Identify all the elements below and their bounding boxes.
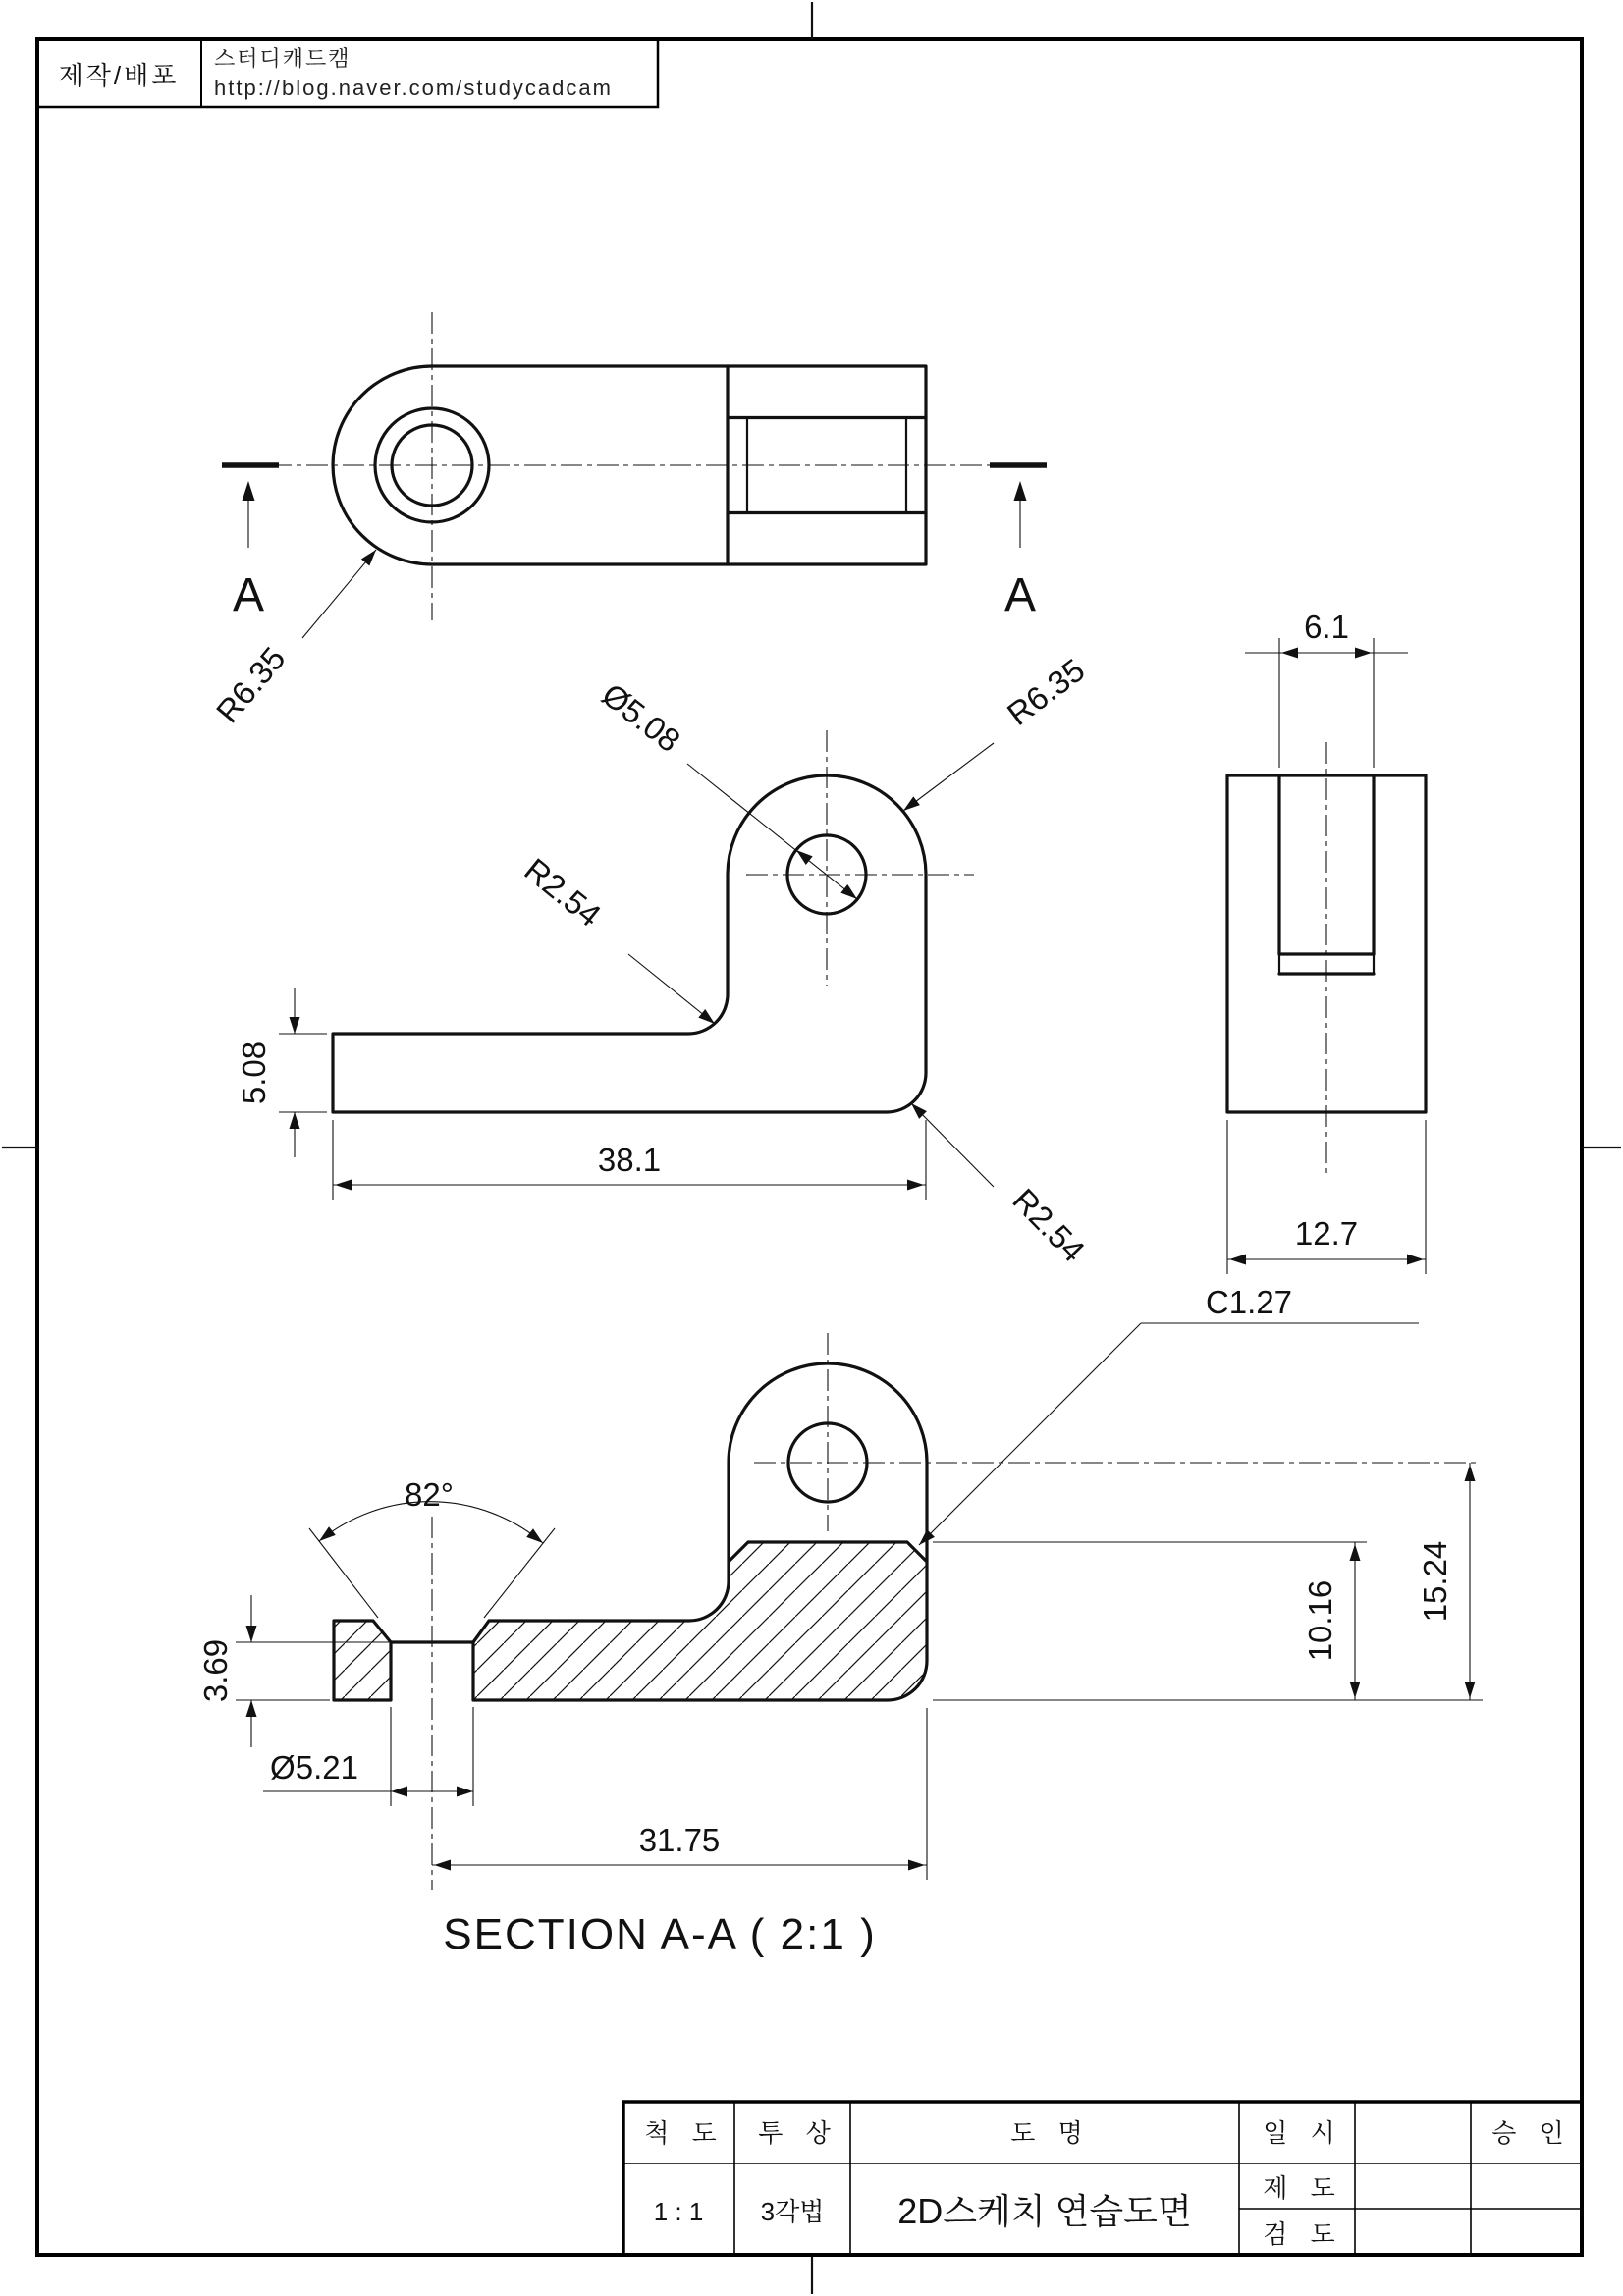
top-view — [209, 312, 1047, 729]
tb-approval-label: 승 인 — [1491, 2118, 1572, 2148]
section-label-left: A — [232, 569, 265, 621]
dim-total-height: 15.24 — [1417, 1540, 1453, 1623]
front-view — [236, 652, 1092, 1269]
title-block — [623, 2102, 1582, 2255]
dim-width: 12.7 — [1294, 1215, 1359, 1252]
section-caption: SECTION A-A ( 2:1 ) — [443, 1910, 877, 1958]
publisher-label: 제작/배포 — [58, 61, 180, 90]
dim-outer-fillet: R2.54 — [1005, 1181, 1093, 1269]
tb-name-label: 도 명 — [1010, 2118, 1091, 2148]
section-cut-left — [334, 1621, 391, 1700]
dim-lug-radius: R6.35 — [1000, 651, 1092, 733]
publisher-url: http://blog.naver.com/studycadcam — [214, 76, 613, 100]
tb-projection-value: 3각법 — [760, 2197, 825, 2226]
tb-draft-label: 제 도 — [1263, 2173, 1343, 2203]
section-cut-right — [473, 1542, 927, 1700]
dim-wall-height: 10.16 — [1302, 1579, 1338, 1662]
dim-inner-fillet: R2.54 — [517, 850, 609, 934]
section-view — [197, 1284, 1483, 1958]
section-arrow-left-icon — [243, 481, 255, 501]
dim-remaining-depth: 3.69 — [197, 1638, 234, 1703]
dim-length: 38.1 — [597, 1142, 662, 1178]
side-view — [1227, 609, 1426, 1274]
tb-scale-label: 척 도 — [644, 2118, 725, 2148]
dim-chamfer: C1.27 — [1205, 1284, 1293, 1320]
dim-thickness: 5.08 — [236, 1041, 272, 1105]
dim-csk-angle: 82° — [405, 1476, 454, 1513]
tb-check-label: 검 도 — [1263, 2219, 1343, 2249]
dim-slot-width: 6.1 — [1304, 609, 1349, 645]
tb-scale-value: 1 : 1 — [653, 2197, 704, 2226]
dim-csk-hole: Ø5.21 — [270, 1749, 358, 1786]
publisher-box — [37, 39, 658, 107]
tb-projection-label: 투 상 — [758, 2118, 839, 2148]
tb-drawing-name: 2D스케치 연습도면 — [897, 2191, 1192, 2231]
publisher-name: 스터디캐드캠 — [214, 46, 352, 71]
front-view-outline — [333, 775, 926, 1112]
tb-datetime-label: 일 시 — [1263, 2118, 1343, 2148]
section-arrow-right-icon — [1014, 481, 1027, 501]
dim-lug-hole: Ø5.08 — [595, 675, 687, 760]
dim-top-end-radius: R6.35 — [208, 639, 293, 730]
section-label-right: A — [1003, 569, 1037, 621]
dim-center-to-edge: 31.75 — [638, 1822, 721, 1858]
